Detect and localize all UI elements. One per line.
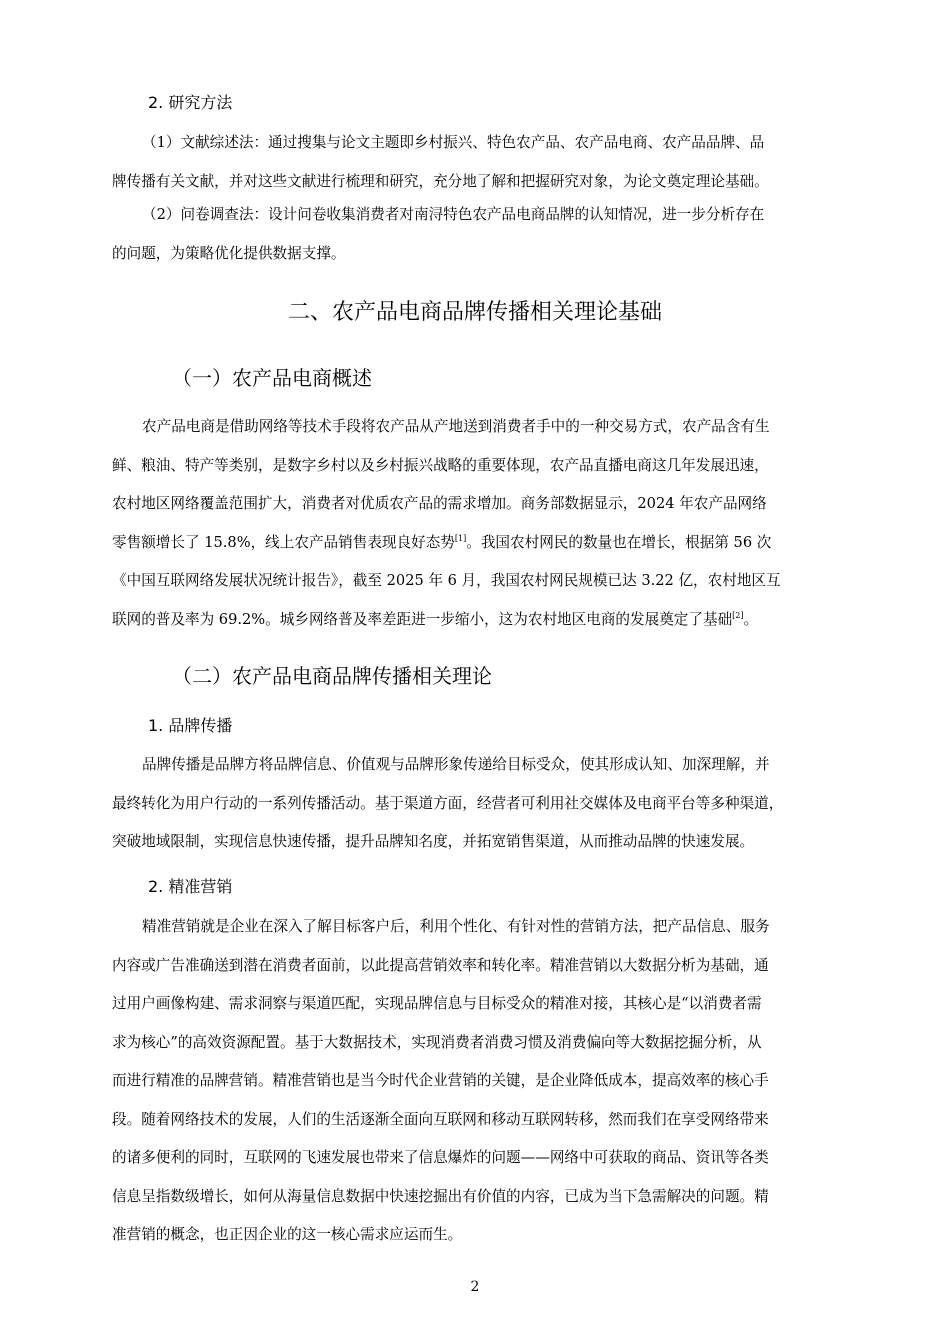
text-line: 准营销的概念，也正因企业的这一核心需求应运而生。: [112, 1226, 463, 1243]
page-number: 2: [470, 1279, 480, 1295]
text-line: 农产品电商是借助网络等技术手段将农产品从产地送到消费者手中的一种交易方式，农产品含有生: [142, 418, 770, 435]
text-line: （2）问卷调查法：设计问卷收集消费者对南浔特色农产品电商品牌的认知情况，进一步分析存在: [142, 206, 765, 223]
section-1-title: （一）农产品电商概述: [172, 366, 372, 390]
text-line: （1）文献综述法：通过搜集与论文主题即乡村振兴、特色农产品、农产品电商、农产品品牌、品: [142, 134, 765, 151]
text-segment: 。: [743, 610, 759, 628]
chapter-title: 二、农产品电商品牌传播相关理论基础: [287, 300, 662, 325]
subsection-2-title: 2. 精准营销: [148, 877, 233, 896]
text-line: 农村地区网络覆盖范围扩大，消费者对优质农产品的需求增加。商务部数据显示，2024 年农产品网络: [112, 495, 767, 512]
text-segment: 。我国农村网民的数量也在增长，根据第 56 次: [466, 533, 772, 551]
subsection-1-paragraph: [112, 746, 862, 862]
methods-paragraph-1: [112, 124, 862, 201]
text-line: 鲜、粮油、特产等类别，是数字乡村以及乡村振兴战略的重要体现，农产品直播电商这几年发展迅速，: [112, 456, 769, 474]
research-methods-heading: 2. 研究方法: [148, 93, 233, 112]
text-line: 的诸多便利的同时，互联网的飞速发展也带来了信息爆炸的问题——网络中可获取的商品、资讯等各类: [112, 1149, 769, 1166]
text-line: 而进行精准的品牌营销。精准营销也是当今时代企业营销的关键，是企业降低成本，提高效率的核心手: [112, 1072, 769, 1089]
citation-ref-1[interactable]: [1]: [454, 533, 467, 543]
methods-paragraph-2: [112, 196, 862, 273]
text-line: 信息呈指数级增长，如何从海量信息数据中快速挖掘出有价值的内容，已成为当下急需解决的问题。精: [112, 1187, 769, 1205]
text-line: [112, 601, 862, 640]
text-line: 品牌传播是品牌方将品牌信息、价值观与品牌形象传递给目标受众，使其形成认知、加深理解，并: [142, 756, 770, 773]
text-line: 求为核心”的高效资源配置。基于大数据技术，实现消费者消费习惯及消费偏向等大数据挖掘分析，从: [112, 1033, 762, 1051]
text-line: 牌传播有关文献，并对这些文献进行梳理和研究，充分地了解和把握研究对象，为论文奠定理论基础。: [112, 172, 769, 190]
text-line: 段。随着网络技术的发展，人们的生活逐渐全面向互联网和移动互联网转移，然而我们在享受网络带来: [112, 1110, 769, 1128]
subsection-2-paragraph: [112, 908, 862, 1255]
citation-ref-2[interactable]: [2]: [732, 610, 744, 620]
text-line: 过用户画像构建、需求洞察与渠道匹配，实现品牌信息与目标受众的精准对接，其核心是“以消费者需: [112, 995, 762, 1012]
text-segment: 联网的普及率为 69.2%。城乡网络普及率差距进一步缩小，这为农村地区电商的发展奠定了基础: [112, 610, 733, 628]
text-line: 内容或广告准确送到潜在消费者面前，以此提高营销效率和转化率。精准营销以大数据分析为基础，通: [112, 956, 769, 974]
text-line: 的问题，为策略优化提供数据支撑。: [112, 244, 346, 262]
text-line: 《中国互联网络发展状况统计报告》，截至 2025 年 6 月，我国农村网民规模已达 3.22 亿，农村地区互: [112, 572, 781, 589]
text-line: 精准营销就是企业在深入了解目标客户后，利用个性化、有针对性的营销方法，把产品信息、服务: [142, 918, 770, 935]
text-line: 最终转化为用户行动的一系列传播活动。基于渠道方面，经营者可利用社交媒体及电商平台等多种渠道，: [112, 794, 784, 812]
section-1-paragraph: [112, 408, 862, 639]
text-line: [112, 524, 862, 563]
text-line: 突破地域限制，实现信息快速传播，提升品牌知名度，并拓宽销售渠道，从而推动品牌的快速发展。: [112, 833, 755, 850]
text-segment: 零售额增长了 15.8%，线上农产品销售表现良好态势: [112, 533, 455, 551]
section-2-title: （二）农产品电商品牌传播相关理论: [172, 664, 492, 688]
subsection-1-title: 1. 品牌传播: [148, 716, 233, 735]
